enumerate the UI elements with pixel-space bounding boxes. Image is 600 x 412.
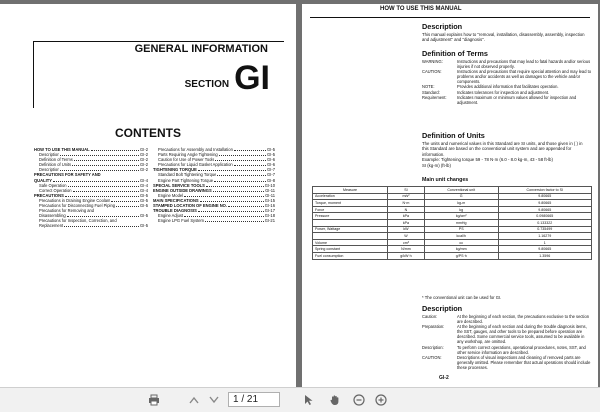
table-cell: N bbox=[388, 206, 425, 213]
table-cell bbox=[313, 233, 388, 240]
toc-entry-page: GI-5 bbox=[267, 152, 275, 158]
print-icon bbox=[148, 394, 160, 406]
table-cell: N/mm bbox=[388, 246, 425, 253]
table-cell: mmHg bbox=[424, 219, 498, 226]
table-cell: Fuel consumption bbox=[313, 252, 388, 259]
toc-entry-page: GI-11 bbox=[265, 192, 275, 198]
page-left bbox=[0, 4, 296, 387]
toc-entry-page: GI-2 bbox=[140, 162, 148, 168]
page-number-field[interactable] bbox=[228, 392, 280, 407]
table-cell: N·m bbox=[388, 200, 425, 207]
toc-leader bbox=[91, 147, 139, 151]
table-row bbox=[313, 226, 592, 233]
description2-list bbox=[422, 314, 592, 370]
toc-entry-page: GI-2 bbox=[140, 157, 148, 163]
table-row bbox=[313, 233, 592, 240]
toc-leader bbox=[206, 183, 264, 187]
table-cell: Pressure bbox=[313, 213, 388, 220]
unit-table-header-cell: Conversion factor to SI bbox=[498, 187, 591, 194]
toc-entry-title: Definition of Terms bbox=[39, 157, 73, 163]
terms-list bbox=[422, 59, 592, 105]
toc-entry-title: Precautions in Draining Engine Coolant bbox=[39, 197, 111, 203]
table-cell: cc bbox=[424, 239, 498, 246]
table-cell: 0.735499 bbox=[498, 226, 591, 233]
previous-page-button[interactable] bbox=[186, 392, 202, 408]
definition-term: CAUTION: bbox=[422, 354, 442, 360]
toc-entry-title: Precautions for Assembly and Installation bbox=[158, 147, 233, 152]
page-header-title: HOW TO USE THIS MANUAL bbox=[380, 6, 462, 12]
table-cell: cm³ bbox=[388, 239, 425, 246]
hand-icon bbox=[329, 394, 341, 406]
table-cell: 1 bbox=[498, 239, 591, 246]
toc-entry-title: Replacement bbox=[39, 223, 64, 229]
toc-entry-page: GI-7 bbox=[267, 172, 275, 178]
unit-table-header-cell: SI bbox=[388, 187, 425, 194]
table-cell: Power, Wattage bbox=[313, 226, 388, 233]
toc-leader bbox=[198, 167, 266, 171]
toc-column-left bbox=[34, 147, 148, 229]
description-text: This manual explains how to "removal, installation, disassembly, assembly, inspection and adjustment" and "diagnosis". bbox=[422, 32, 585, 43]
table-cell: 1.3596 bbox=[498, 252, 591, 259]
table-cell: kW bbox=[388, 226, 425, 233]
toc-entry-title: Correct Operation bbox=[39, 187, 72, 193]
toc-entry-title: Precautions for Removing and bbox=[39, 208, 95, 214]
toc-leader bbox=[184, 213, 264, 217]
toc-leader bbox=[217, 172, 266, 176]
terms-heading: Definition of Terms bbox=[422, 49, 488, 58]
zoom-out-icon bbox=[353, 394, 365, 406]
toc-entry-title: Engine Adjust bbox=[158, 213, 184, 219]
toc-leader bbox=[116, 203, 139, 207]
print-button[interactable] bbox=[145, 392, 163, 408]
table-row bbox=[313, 252, 592, 259]
toc-entry-title: Standard Bolt Tightening Torque bbox=[158, 172, 217, 178]
definition-term: Preparation: bbox=[422, 324, 445, 330]
toc-entry-title: Description bbox=[39, 167, 60, 173]
toc-entry-page: GI-6 bbox=[267, 157, 275, 163]
zoom-out-button[interactable] bbox=[350, 392, 368, 408]
table-row bbox=[313, 206, 592, 213]
definition-text: Instructions and precautions that require special attention and may lead to problems and/or accidents as well as damages to the vehicle and/or components. bbox=[457, 69, 592, 85]
hand-tool-button[interactable] bbox=[326, 392, 344, 408]
toc-leader bbox=[72, 162, 139, 166]
toc-entry-page: GI-7 bbox=[267, 167, 275, 173]
toc-entry-title: Engine LPG Fuel System bbox=[158, 218, 204, 224]
toc-entry-title: TROUBLE DIAGNOSIS bbox=[153, 208, 197, 214]
toc-entry-title: HOW TO USE THIS MANUAL bbox=[34, 147, 90, 152]
table-cell: G bbox=[424, 193, 498, 200]
definition-term: Description: bbox=[422, 344, 444, 350]
section-heading bbox=[185, 61, 270, 95]
definition-term: Requirement: bbox=[422, 94, 447, 100]
toc-entry-title: Disassembling bbox=[39, 213, 66, 219]
toc-entry-title: Engine Model bbox=[158, 192, 184, 198]
units-text: The units and numerical values in this Standard are SI units, and those given in ( ) in this Standard are based on the conventional unit system and are appended for information. bbox=[422, 141, 583, 157]
table-row bbox=[313, 200, 592, 207]
section-label: SECTION bbox=[184, 79, 230, 90]
page-right bbox=[302, 4, 598, 387]
toc-entry-page: GI-4 bbox=[140, 182, 148, 188]
toc-entry-title: Precautions for Liquid Gasket Application bbox=[158, 162, 233, 168]
toc-entry-page: GI-5 bbox=[267, 147, 275, 152]
definition-text: Indicates tolerances for inspection and adjustment. bbox=[457, 89, 550, 95]
table-cell: Torque, moment bbox=[313, 200, 388, 207]
table-row bbox=[313, 246, 592, 253]
toc-entry-page: GI-21 bbox=[264, 218, 275, 224]
table-cell: 9.80665 bbox=[498, 193, 591, 200]
toc-entry[interactable] bbox=[153, 218, 275, 223]
chevron-down-icon bbox=[209, 396, 219, 404]
toc-leader bbox=[60, 152, 139, 156]
toc-entry-page: GI-16 bbox=[264, 203, 275, 209]
definition-term: Standard: bbox=[422, 89, 440, 95]
toc-leader bbox=[73, 188, 139, 192]
definition-row bbox=[422, 324, 592, 344]
toc-leader bbox=[74, 157, 139, 161]
toc-entry-page: GI-15 bbox=[264, 197, 275, 203]
table-cell: g/PS·h bbox=[424, 252, 498, 259]
table-cell: 9.80665 bbox=[498, 206, 591, 213]
pointer-tool-button[interactable] bbox=[300, 392, 318, 408]
definition-term: CAUTION: bbox=[422, 69, 442, 75]
table-cell: kg bbox=[424, 206, 498, 213]
page-number: GI-2 bbox=[439, 375, 449, 381]
toc-entry-page: GI-5 bbox=[140, 203, 148, 209]
toc-entry-title: Precautions for Disconnecting Fuel Piping bbox=[39, 203, 116, 209]
toc-entry-title: Precautions for Inspection, Correction, and bbox=[39, 218, 117, 224]
unit-table-header-cell: Conventional unit bbox=[424, 187, 498, 194]
definition-row bbox=[422, 345, 592, 355]
toc-entry-title: Safe Operation bbox=[39, 182, 67, 188]
table-row bbox=[313, 239, 592, 246]
section-code: GI bbox=[234, 59, 270, 97]
toc-leader bbox=[219, 152, 266, 156]
toc-leader bbox=[67, 213, 139, 217]
toc-entry-title: Description bbox=[39, 152, 60, 158]
viewer-toolbar bbox=[0, 387, 600, 412]
definition-row bbox=[422, 314, 592, 324]
toc-leader bbox=[205, 218, 264, 222]
definition-text: At the beginning of each section and during the trouble diagnosis items, the SST, gauges, and other tools to be prepared before operation are described. Some commercial service tools, assumed to be available in any workshop, are omitted. bbox=[457, 324, 587, 345]
table-row bbox=[313, 219, 592, 226]
definition-row bbox=[422, 95, 592, 105]
definition-text: To perform correct operations, operational procedures, notes, SST, and other service information are described. bbox=[457, 344, 586, 355]
table-cell: kg/mm bbox=[424, 246, 498, 253]
toc-column-right bbox=[153, 147, 275, 223]
toc-entry-title: MAIN SPECIFICATIONS bbox=[153, 197, 199, 203]
toc-entry-title: Engine Part Tightening Torque bbox=[158, 177, 214, 183]
toc-leader bbox=[234, 147, 266, 151]
definition-term: Caution: bbox=[422, 314, 438, 319]
next-page-button[interactable] bbox=[206, 392, 222, 408]
table-cell: PS bbox=[424, 226, 498, 233]
toc-leader bbox=[214, 178, 266, 182]
definition-text: At the beginning of each section, the precautions exclusive to the section are described. bbox=[457, 314, 589, 325]
toc-leader bbox=[228, 203, 264, 207]
definition-row bbox=[422, 69, 592, 84]
toc-entry-page: GI-5 bbox=[140, 197, 148, 203]
table-cell: 9.80665 bbox=[498, 246, 591, 253]
unit-table-header-row bbox=[313, 187, 592, 194]
table-cell: g/kW·h bbox=[388, 252, 425, 259]
toc-entry-page: GI-5 bbox=[140, 213, 148, 219]
contents-title: CONTENTS bbox=[115, 126, 181, 140]
toc-entry-page: GI-18 bbox=[264, 213, 275, 219]
toc-entry-page: GI-5 bbox=[140, 192, 148, 198]
toc-entry-page: GI-5 bbox=[140, 223, 148, 229]
description-heading: Description bbox=[422, 22, 463, 31]
unit-changes-heading: Main unit changes bbox=[422, 177, 469, 183]
toc-entry-page: GI-2 bbox=[140, 167, 148, 173]
toc-leader bbox=[213, 188, 264, 192]
table-cell: kg/cm² bbox=[424, 213, 498, 220]
toc-entry-page: GI-4 bbox=[140, 187, 148, 193]
total-pages: / 21 bbox=[241, 394, 259, 405]
definition-row bbox=[422, 355, 592, 370]
page-header bbox=[310, 4, 590, 18]
table-cell: m/s² bbox=[388, 193, 425, 200]
table-cell: Volume bbox=[313, 239, 388, 246]
table-row bbox=[313, 193, 592, 200]
toc-entry-page: GI-6 bbox=[267, 162, 275, 168]
toc-entry-page: GI-8 bbox=[267, 177, 275, 183]
table-cell: 1.16279 bbox=[498, 233, 591, 240]
table-cell bbox=[313, 219, 388, 226]
toc-entry-title: STAMPED LOCATION OF ENGINE NO. bbox=[153, 203, 227, 209]
toc-entry-page: GI-2 bbox=[140, 152, 148, 158]
definition-term: WARNING: bbox=[422, 59, 443, 64]
units-heading: Definition of Units bbox=[422, 131, 485, 140]
definition-row bbox=[422, 59, 592, 69]
unit-table bbox=[312, 186, 592, 260]
table-cell: Spring constant bbox=[313, 246, 388, 253]
general-information-title: GENERAL INFORMATION bbox=[134, 43, 268, 55]
units-example: Example: Tightening torque 59 - 78 N·m (6.0 - 8.0 kg-m, 43 - 58 ft-lb) bbox=[422, 157, 553, 162]
toc-leader bbox=[60, 167, 139, 171]
toc-leader bbox=[215, 157, 266, 161]
definition-term: NOTE: bbox=[422, 84, 435, 90]
table-cell: Force bbox=[313, 206, 388, 213]
definition-text: Instructions and precautions that may lead to fatal hazards and/or serious injuries if not observed properly. bbox=[457, 59, 591, 70]
units-note-si: SI (kg-m) (ft-lb) bbox=[422, 163, 451, 168]
table-cell: kPa bbox=[388, 213, 425, 220]
conventional-note: * The conventional unit can be used for GI. bbox=[422, 295, 502, 300]
current-page[interactable]: 1 bbox=[233, 394, 239, 405]
table-cell: 9.80665 bbox=[498, 200, 591, 207]
zoom-in-button[interactable] bbox=[372, 392, 390, 408]
toc-entry-title: TIGHTENING TORQUE bbox=[153, 167, 197, 173]
toc-leader bbox=[200, 198, 264, 202]
toc-entry-title: Parts Requiring Angle Tightening bbox=[158, 152, 218, 158]
definition-text: Descriptions of visual inspections and cleaning of removed parts are generally omitted. Please remember that actual operations should include these processes. bbox=[457, 354, 591, 370]
toc-entry-title: ENGINE OUTSIDE DRAWINGS bbox=[153, 187, 212, 193]
toc-leader bbox=[65, 193, 139, 197]
table-cell: W bbox=[388, 233, 425, 240]
table-cell: kPa bbox=[388, 219, 425, 226]
toc-entry-page: GI-10 bbox=[264, 182, 275, 188]
toc-entry-title: Caution for Use of Power Tools bbox=[158, 157, 215, 163]
cursor-icon bbox=[304, 394, 314, 406]
toc-entry-title: PRECAUTIONS FOR SAFETY AND bbox=[34, 172, 101, 178]
table-row bbox=[313, 213, 592, 220]
definition-text: Indicates maximum or minimum values allowed for inspection and adjustment. bbox=[457, 94, 577, 105]
table-cell: kcal/h bbox=[424, 233, 498, 240]
toc-leader bbox=[53, 178, 139, 182]
zoom-in-icon bbox=[375, 394, 387, 406]
toc-entry-page: GI-11 bbox=[265, 187, 275, 193]
toc-entry-page: GI-2 bbox=[140, 147, 148, 152]
toc-leader bbox=[184, 193, 264, 197]
toc-entry-title: PRECAUTIONS bbox=[34, 192, 64, 198]
table-cell: 0.0980665 bbox=[498, 213, 591, 220]
section-title-box bbox=[33, 41, 284, 108]
unit-table-body bbox=[313, 193, 592, 259]
toc-leader bbox=[111, 198, 139, 202]
toc-entry-title: SPECIAL SERVICE TOOLS bbox=[153, 182, 205, 188]
definition-text: Provides additional information that facilitates operation. bbox=[457, 84, 559, 90]
toc-leader bbox=[64, 223, 139, 227]
toc-entry-title: QUALITY bbox=[34, 177, 52, 183]
chevron-up-icon bbox=[189, 396, 199, 404]
toc-leader bbox=[234, 162, 266, 166]
unit-table-header-cell: Measure bbox=[313, 187, 388, 194]
table-cell: kg-m bbox=[424, 200, 498, 207]
toc-entry-page: GI-4 bbox=[140, 177, 148, 183]
toc-entry-title: Definition of Units bbox=[39, 162, 72, 168]
toc-leader bbox=[198, 208, 264, 212]
description2-heading: Description bbox=[422, 304, 463, 313]
toc-entry[interactable] bbox=[34, 223, 148, 228]
toc-leader bbox=[68, 183, 139, 187]
toc-entry-page: GI-17 bbox=[264, 208, 275, 214]
table-cell: Acceleration bbox=[313, 193, 388, 200]
table-cell: 0.133322 bbox=[498, 219, 591, 226]
